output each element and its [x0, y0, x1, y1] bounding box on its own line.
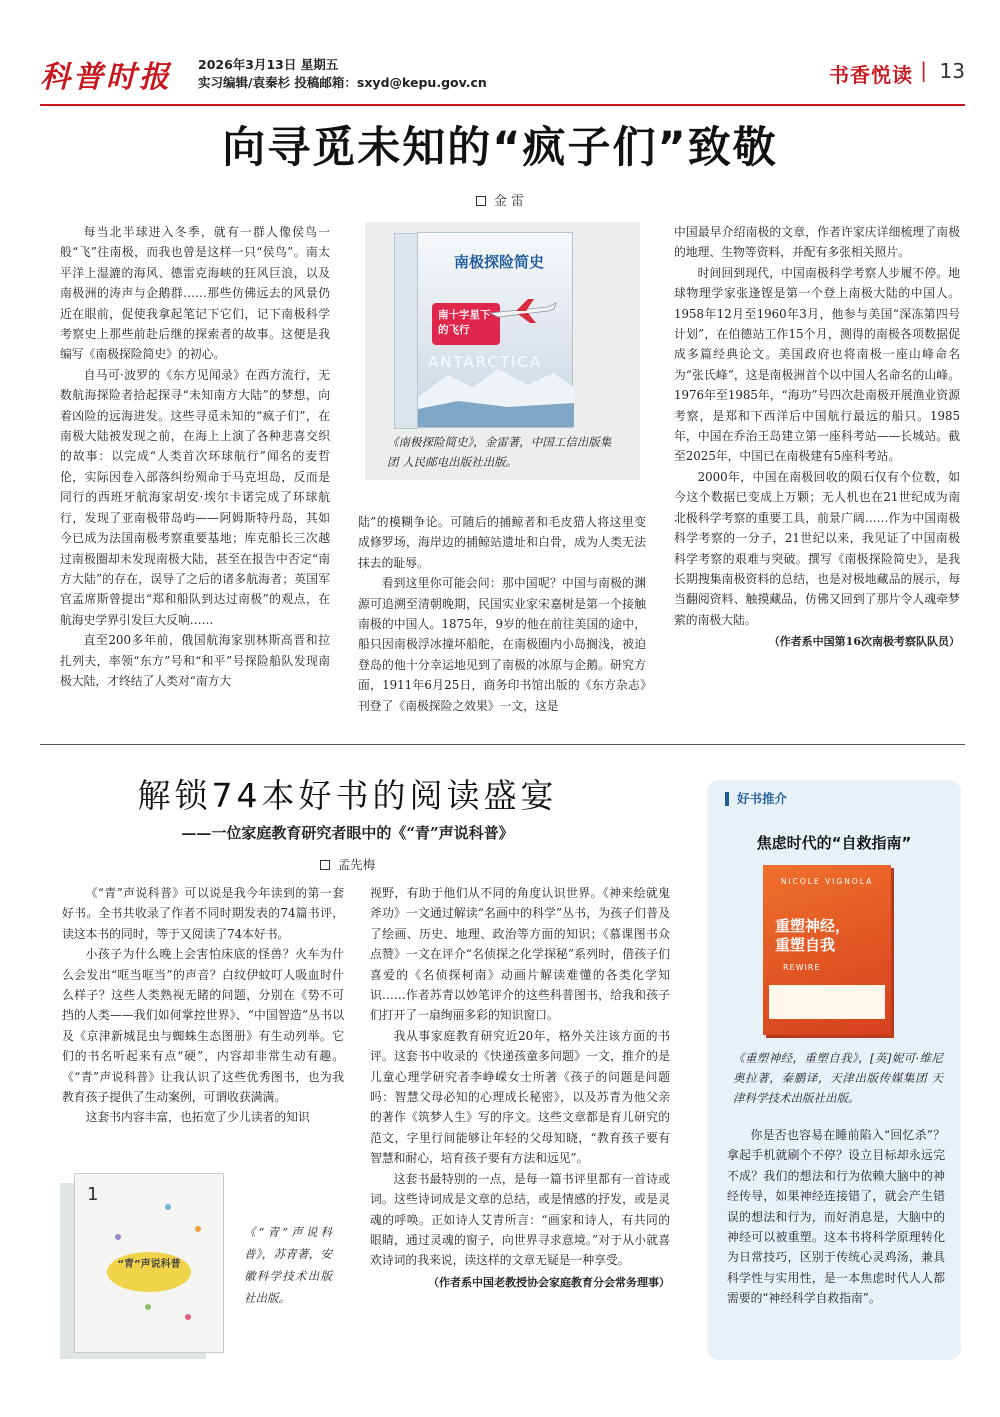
article2-title: 解锁74本好书的阅读盛宴 — [137, 776, 558, 815]
paragraph: 直至200多年前，俄国航海家别林斯高晋和拉扎列夫，率领“东方”号和“和平”号探险船队发现南极大陆，才终结了人类对“南方大 — [60, 633, 330, 688]
decor-dot — [165, 1204, 171, 1210]
sidebox-body: 你是否也容易在睡前陷入“回忆杀”？拿起手机就刷个不停？设立目标却永远完不成？我们的想法和行为依赖大脑中的神经传导，如果神经连接错了，就会产生错误的想法和行为，而好消息是，大脑中的神经可以被重塑。这本书将科学原理转化为日常技巧，区别于传统心灵鸡汤，兼具科学性与实用性，是一本焦虑时代人人都需要的“神经科学自救指南”。 — [727, 1128, 945, 1306]
decor-dot — [195, 1226, 201, 1232]
masthead — [40, 52, 965, 102]
book-cover-english: REWIRE — [783, 963, 821, 972]
book-cover-qing — [74, 1173, 224, 1353]
editor-line: 实习编辑/袁秦杉 投稿邮箱：sxyd@kepu.gov.cn — [198, 75, 487, 90]
paragraph: 我从事家庭教育研究近20年，格外关注该方面的书评。这套书中收录的《快递孩童多问题》一文，推介的是儿童心理学研究者李峥嵘女士所著《孩子的问题是问题吗：智慧父母必知的心理成长秘密》，以及苏青为他父亲的著作《筑梦人生》写的序文。这些文章都是育儿研究的范文，字里行间能够让年轻的父母知晓，“教育孩子要有智慧和耐心，培育孩子要有方法和远见”。 — [370, 1028, 670, 1166]
book-cover-title: “青”声说科普 — [107, 1252, 191, 1292]
newspaper-logo: 科普时报 — [40, 60, 172, 95]
book-cover-band — [769, 985, 885, 1019]
header-rule — [40, 104, 965, 106]
article2-figure-caption: 《“青”声说科普》，苏青著，安徽科学技术出版社出版。 — [244, 1225, 332, 1305]
book-recommendation-box — [707, 780, 961, 1360]
sidebox-label: 好书推介 — [725, 792, 787, 806]
paragraph: 时间回到现代，中国南极科学考察人步履不停。地球物理学家张逢铿是第一个登上南极大陆的中国人。1958年12月至1960年3月，他参与美国“深冻第四号计划”，在伯德站工作15个月，测得的南极各项数据促成多篇经典论文。美国政府也将南极一座山峰命名为“张氏峰”，这是南极洲首个以中国人名命名的山峰。1976年至1985年，“海功”号四次赴南极开展渔业资源考察，是郑和下西洋后中国航行最远的船只。1985年，中国在乔治王岛建立第一座科考站——长城站。截至2025年，中国已在南极建有5座科考站。 — [674, 265, 960, 464]
issue-date: 2026年3月13日 星期五 — [198, 57, 339, 72]
paragraph: 自马可·波罗的《东方见闻录》在西方流行，无数航海探险者拾起探寻“未知南方大陆”的梦想，向着凶险的远海进发。这些寻觅未知的“疯子们”，在南极大陆被发现之前，在海上上演了各种悲喜交织的故事：以完成“人类首次环球航行”闻名的麦哲伦，实际因卷入部落纠纷殒命于马克坦岛，反而是同行的西班牙航海家胡安·埃尔卡诺完成了环球航行，发现了亚南极带岛屿——阿姆斯特丹岛，其如今已成为法国南极考察重要基地；库克船长三次越过南极圈却未发现南极大陆，甚至在报告中否定“南方大陆”的存在，误导了之后的诸多航海者；英国军官孟席斯曾提出“郑和船队到达过南极”的观点，在航海史学界引发巨大反响…… — [60, 367, 330, 627]
paragraph: 视野，有助于他们从不同的角度认识世界。《神来绘就鬼斧功》一文通过解读“名画中的科学”丛书，为孩子们普及了绘画、历史、地理、政治等方面的知识；《慕课图书众点赞》一文在评介“名侦探之化学探秘”系列时，借孩子们喜爱的《名侦探柯南》动画片解读难懂的各类化学知识……作者苏青以妙笔评介的这些科普图书，给我和孩子们打开了一扇绚丽多彩的知识窗口。 — [370, 886, 670, 1023]
book-cover-volume: 1 — [87, 1184, 99, 1205]
decor-dot — [115, 1234, 121, 1240]
page-number: 13 — [939, 59, 965, 83]
byline-box-icon — [320, 860, 330, 870]
book-cover-title-line2: 重塑自我 — [775, 936, 836, 954]
paragraph: 陆”的模糊争论。可随后的捕鲸者和毛皮猎人将这里变成修罗场，海岸边的捕鲸站遗址和白骨，成为人类无法抹去的耻辱。 — [358, 515, 646, 570]
article-divider — [40, 744, 965, 745]
paragraph: 每当北半球进入冬季，就有一群人像侯鸟一般“飞”往南极，而我也曾是这样一只“侯鸟”。南太平洋上湿漉的海风、德雷克海峡的狂风巨浪，以及南极洲的涛声与企鹅群……那些仿佛远去的风景仍近在眼前，促使我拿起笔记下它们，记下南极科学考察史上那些前赴后继的探索者的故事。这便是我编写《南极探险简史》的初心。 — [60, 225, 330, 362]
book-spine — [394, 233, 418, 429]
paragraph: 《“青”声说科普》可以说是我今年读到的第一套好书。全书共收录了作者不同时期发表的74篇书评，读这本书的同时，等于又阅读了74本好书。 — [62, 886, 344, 941]
airplane-icon — [488, 295, 558, 325]
paragraph: 这套书内容丰富，也拓宽了少儿读者的知识 — [85, 1110, 310, 1125]
book-cover-antarctica — [417, 232, 573, 428]
article2-author: 孟先梅 — [337, 857, 376, 872]
issue-meta — [198, 56, 487, 92]
article1-author: 金 雷 — [493, 194, 525, 209]
article2-book-figure — [46, 1163, 344, 1363]
article1-byline — [0, 190, 1000, 209]
article2-column-1 — [62, 883, 344, 1128]
paragraph: 2000年，中国在南极回收的陨石仅有个位数，如今这个数据已变成上万颗；无人机也在21世纪成为南北极科学考察的重要工具，前景广阔……作为中国南极科学考察的一分子，21世纪以来，我见证了中国南极科学考察的艰难与突破。撰写《南极探险简史》，是我长期搜集南极资料的总结，也是对极地藏品的展示，每当翻阅资料、触摸藏品，仿佛又回到了那片令人魂牵梦萦的南极大陆。 — [674, 469, 960, 627]
book-cover-author: NICOLE VIGNOLA — [780, 877, 874, 886]
article2-byline — [40, 855, 655, 873]
book-cover-title — [775, 917, 850, 955]
book-cover-subtitle: 南十字星下的飞行 — [432, 303, 500, 345]
section-name: 书香悦读 — [829, 63, 913, 87]
paragraph: 这套书最特别的一点，是每一篇书评里都有一首诗或词。这些诗词成是文章的总结，或是情感的抒发，或是灵魂的呼唤。正如诗人艾青所言：“画家和诗人，有共同的眼睛，通过灵魂的窗子，向世界寻求意境。”对于从小就喜欢诗词的我来说，读这样的文章无疑是一种享受。 — [370, 1171, 670, 1268]
decor-dot — [145, 1304, 151, 1310]
paragraph: 看到这里你可能会问：那中国呢？中国与南极的渊源可追溯至清朝晚期，民国实业家宋嘉树是第一个接触南极的中国人。1875年，9岁的他在前往美国的途中，船只因南极浮冰撞坏船舵，在南极圈内小岛搁浅，被迫登岛的他十分幸运地见到了南极的冰原与企鹅。研究方面，1911年6月25日，商务印书馆出版的《东方杂志》刊登了《南极探险之效果》一文，这是 — [358, 576, 646, 713]
header-separator: | — [920, 58, 927, 82]
book-cover-title: 南极探险简史 — [454, 253, 545, 271]
article1-book-figure — [365, 222, 640, 480]
article1-column-3 — [674, 222, 960, 653]
article2-signature: （作者系中国老教授协会家庭教育分会常务理事） — [428, 1275, 670, 1289]
book-cover-word: ANTARCTICA — [428, 353, 543, 371]
article1-column-2 — [358, 512, 646, 716]
decor-dot — [185, 1314, 191, 1320]
article2-subtitle: ——一位家庭教育研究者眼中的《“青”声说科普》 — [181, 824, 514, 842]
article2-column-2 — [370, 883, 670, 1293]
paragraph: 中国最早介绍南极的文章，作者许家庆详细梳理了南极的地理、生物等资料，并配有多张相关照片。 — [674, 225, 960, 260]
article1-signature: （作者系中国第16次南极考察队队员） — [768, 635, 960, 649]
sidebox-figure-caption: 《重塑神经，重塑自我》，[英]妮可·维尼奥拉著，秦鹏译，天津出版传媒集团 天津科学技术出版社出版。 — [733, 1051, 943, 1105]
book-cover-title-line1: 重塑神经， — [775, 917, 851, 935]
iceberg-illustration — [418, 357, 574, 427]
article1-column-1 — [60, 222, 330, 691]
sidebox-title: 焦虑时代的“自救指南” — [756, 834, 912, 852]
article1-title: 向寻觅未知的“疯子们”致敬 — [222, 123, 778, 173]
article1-figure-caption: 《南极探险简史》，金雷著，中国工信出版集团 人民邮电出版社出版。 — [387, 435, 612, 469]
byline-box-icon — [476, 196, 486, 206]
paragraph: 小孩子为什么晚上会害怕床底的怪兽？火车为什么会发出“哐当哐当”的声音？白纹伊蚊叮人吸血时什么样子？这些人类熟视无睹的问题，分别在《势不可挡的人类——我们如何掌控世界》、“中国智造”丛书以及《京津新城昆虫与蜘蛛生态图册》有生动列举。它们的书名听起来有点“硬”，内容却非常生动有趣。《“青”声说科普》让我认识了这些优秀图书，也为我教育孩子提供了生动案例，可谓收获满满。 — [62, 947, 344, 1105]
book-cover-rewire — [763, 865, 891, 1035]
